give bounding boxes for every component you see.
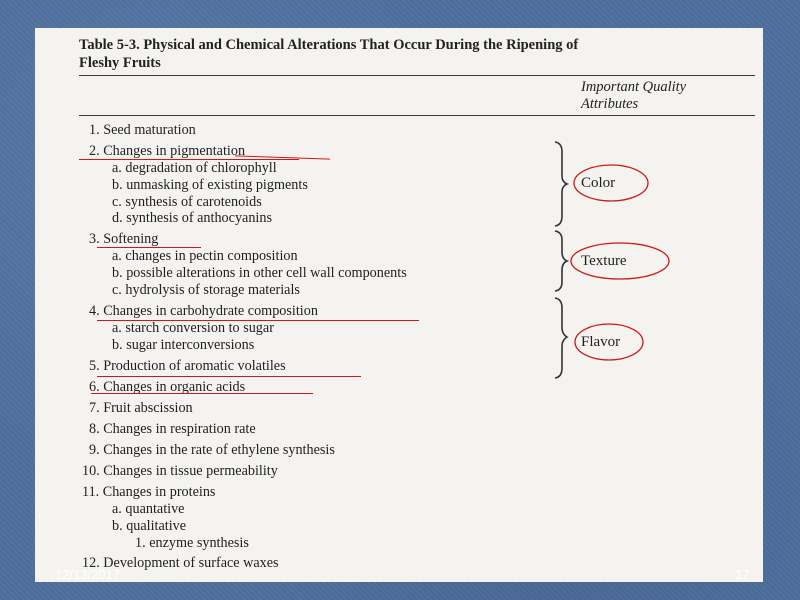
list-item-surface-waxes: 12. Development of surface waxes (82, 555, 279, 571)
sub-item-anthocyanins: d. synthesis of anthocyanins (112, 210, 272, 226)
footer-date: 12/13/2017 (55, 567, 121, 582)
underline-pigmentation (79, 159, 299, 160)
attribute-flavor: Flavor (581, 334, 621, 350)
grouping-braces (35, 28, 763, 582)
underline-carbohydrate (97, 320, 419, 321)
attribute-color: Color (581, 175, 616, 191)
brace-texture (555, 231, 567, 291)
attributes-header-line-2: Attributes (581, 96, 639, 112)
sub-item-storage-hydrolysis: c. hydrolysis of storage materials (112, 282, 300, 298)
underline-aromatic (97, 376, 361, 377)
brace-color (555, 142, 567, 226)
list-item-organic-acids: 6. Changes in organic acids (89, 379, 246, 395)
table-title-line-2: Fleshy Fruits (79, 55, 161, 71)
sub-item-unmasking-pigments: b. unmasking of existing pigments (112, 177, 308, 193)
table-title-line-1: Table 5-3. Physical and Chemical Alterations That Occur During the Ripening of (79, 37, 579, 53)
sub-item-sugar-interconversions: b. sugar interconversions (112, 337, 255, 353)
list-item-pigmentation: 2. Changes in pigmentation (89, 143, 246, 159)
list-item-respiration: 8. Changes in respiration rate (89, 421, 256, 437)
list-item-aromatic-volatiles: 5. Production of aromatic volatiles (89, 358, 286, 374)
underline-softening (97, 247, 201, 248)
attribute-texture: Texture (581, 253, 627, 269)
list-item-abscission: 7. Fruit abscission (89, 400, 193, 416)
sub-item-pectin: a. changes in pectin composition (112, 248, 298, 264)
list-item-softening: 3. Softening (89, 231, 159, 247)
list-item-proteins: 11. Changes in proteins (82, 484, 216, 500)
scanned-table-page (35, 28, 763, 582)
sub-item-starch-conversion: a. starch conversion to sugar (112, 320, 274, 336)
sub-item-qualitative: b. qualitative (112, 518, 187, 534)
sub-item-quantative: a. quantative (112, 501, 185, 517)
list-item-permeability: 10. Changes in tissue permeability (82, 463, 278, 479)
attributes-header-line-1: Important Quality (581, 79, 687, 95)
list-item-ethylene: 9. Changes in the rate of ethylene synthesis (89, 442, 335, 458)
sub-item-chlorophyll: a. degradation of chlorophyll (112, 160, 277, 176)
list-item-carbohydrate: 4. Changes in carbohydrate composition (89, 303, 318, 319)
sub-sub-item-enzyme-synthesis: 1. enzyme synthesis (135, 535, 249, 551)
slide-number: 17 (735, 567, 750, 582)
brace-flavor (555, 298, 567, 378)
sub-item-cell-wall: b. possible alterations in other cell wall components (112, 265, 407, 281)
sub-item-carotenoids: c. synthesis of carotenoids (112, 194, 262, 210)
list-item-seed-maturation: 1. Seed maturation (89, 122, 196, 138)
underline-organic-acids (91, 393, 313, 394)
